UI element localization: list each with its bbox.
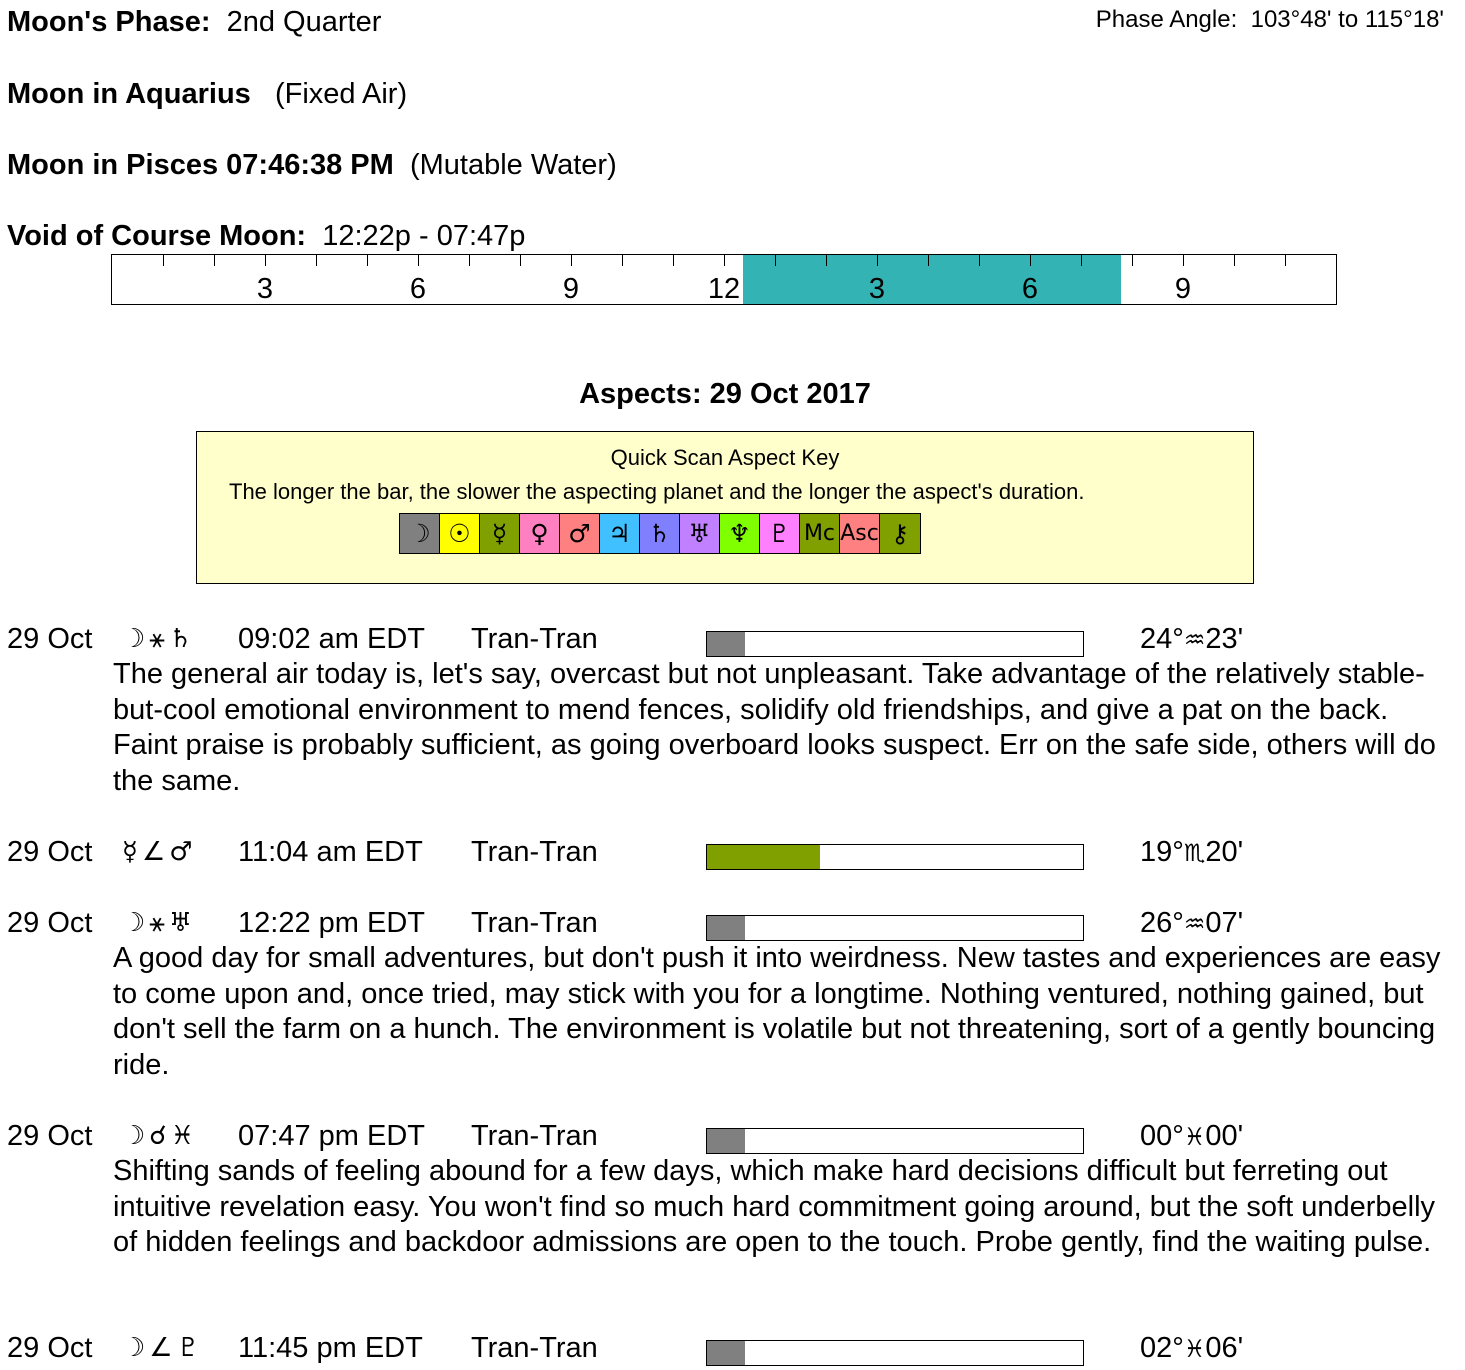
aspect-position [1140, 906, 1243, 942]
zodiac-sign-icon: ♒ [1183, 910, 1206, 938]
zodiac-sign-icon: ♏ [1183, 839, 1206, 867]
aspect-position [1140, 1331, 1243, 1367]
aspect-key-title: Quick Scan Aspect Key [610, 445, 840, 470]
timeline-tick [928, 255, 929, 266]
aspect-description: Shifting sands of feeling abound for a few days, which make hard decisions difficult but ferreting out intuitive revelation easy. You won't find so much hard commitment going around, but the soft underbelly of hidden feelings and backdoor admissions are open to the touch. Probe gently, find the waiting pulse. [113, 1155, 1436, 1258]
timeline-tick [724, 255, 725, 266]
jupiter-icon: ♃ [600, 514, 640, 553]
moon-phase [7, 5, 381, 39]
venus-icon: ♀ [520, 514, 560, 553]
aspect-duration-fill [707, 916, 745, 940]
aspect-date: 29 Oct [7, 623, 93, 655]
timeline-tick [1081, 255, 1082, 266]
aspect-duration-bar [706, 631, 1084, 657]
timeline-tick [1132, 255, 1133, 266]
aspect-date: 29 Oct [7, 1120, 93, 1152]
aspect-duration-fill [707, 845, 820, 869]
moon-sign [7, 77, 407, 111]
aspect-degree: 00° [1140, 1120, 1184, 1152]
moon-phase-label: Moon's Phase: [7, 6, 211, 38]
aspect-type: Tran-Tran [471, 907, 598, 939]
phase-angle-value: 103°48' to 115°18' [1250, 6, 1444, 33]
void-of-course-label: Void of Course Moon: [7, 220, 307, 252]
aspect-duration-fill [707, 1129, 745, 1153]
aspect-time: 12:22 pm EDT [238, 907, 425, 939]
mercury-icon: ☿ [480, 514, 520, 553]
midheaven-icon: Mc [800, 514, 840, 553]
aspect-key [196, 431, 1254, 584]
aspect-time: 11:04 am EDT [238, 836, 423, 868]
aspects-title: Aspects: 29 Oct 2017 [579, 378, 871, 410]
aspect-date: 29 Oct [7, 836, 93, 868]
aspect-duration-bar [706, 915, 1084, 941]
timeline-tick [622, 255, 623, 266]
pluto-icon: ♇ [760, 514, 800, 553]
moon-sign-label: Moon in Aquarius [7, 78, 251, 110]
aspect-degree: 02° [1140, 1332, 1184, 1364]
aspect-glyphs-icon: ☿∠♂ [122, 837, 197, 867]
zodiac-sign-icon: ♓ [1183, 1335, 1206, 1363]
aspect-glyphs-icon: ☽⚹♅ [122, 908, 197, 938]
moon-sign-quality: (Fixed Air) [274, 78, 408, 110]
timeline-hour-label: 6 [1021, 273, 1039, 305]
void-of-course-highlight [743, 255, 1121, 304]
timeline-tick [1234, 255, 1235, 266]
moon-icon: ☽ [400, 514, 440, 553]
phase-angle-label: Phase Angle: [1095, 6, 1238, 33]
timeline-hour-label: 9 [1174, 273, 1192, 305]
aspect-duration-fill [707, 1341, 745, 1365]
mars-icon: ♂ [560, 514, 600, 553]
saturn-icon: ♄ [640, 514, 680, 553]
timeline-hour-label: 12 [707, 273, 741, 305]
aspect-date: 29 Oct [7, 1332, 93, 1364]
aspect-key-subtitle: The longer the bar, the slower the aspecting planet and the longer the aspect's duration. [229, 479, 1085, 504]
aspect-type: Tran-Tran [471, 836, 598, 868]
timeline-tick [367, 255, 368, 266]
aspect-glyphs-icon: ☽∠♇ [122, 1333, 204, 1363]
void-of-course [7, 219, 525, 253]
aspect-duration-bar [706, 1128, 1084, 1154]
timeline-tick [775, 255, 776, 266]
uranus-icon: ♅ [680, 514, 720, 553]
neptune-icon: ♆ [720, 514, 760, 553]
timeline-tick [979, 255, 980, 266]
aspect-date: 29 Oct [7, 907, 93, 939]
aspect-key-swatches [399, 513, 921, 554]
timeline-hour-label: 3 [256, 273, 274, 305]
timeline-tick [1285, 255, 1286, 266]
timeline-tick [163, 255, 164, 266]
moon-ingress-quality: (Mutable Water) [409, 149, 617, 181]
sun-icon: ☉ [440, 514, 480, 553]
aspect-glyphs-icon: ☽☌♓ [122, 1121, 199, 1151]
aspect-time: 11:45 pm EDT [238, 1332, 423, 1364]
void-of-course-timeline [111, 254, 1337, 305]
aspect-degree: 19° [1140, 836, 1184, 868]
timeline-tick [877, 255, 878, 266]
aspect-duration-fill [707, 632, 745, 656]
timeline-tick [469, 255, 470, 266]
aspect-description: The general air today is, let's say, overcast but not unpleasant. Take advantage of the relatively stable-but-cool emotional environment to mend fences, solidify old friendships, and give a pat on the back. Faint praise is probably sufficient, as going overboard looks suspect. Err on the safe side, others will do the same. [113, 658, 1436, 797]
timeline-tick [1030, 255, 1031, 266]
timeline-tick [520, 255, 521, 266]
timeline-hour-label: 3 [868, 273, 886, 305]
ascendant-icon: Asc [840, 514, 880, 553]
moon-ingress [7, 148, 617, 182]
aspect-time: 09:02 am EDT [238, 623, 425, 655]
moon-phase-value: 2nd Quarter [226, 6, 382, 38]
zodiac-sign-icon: ♓ [1183, 1123, 1206, 1151]
timeline-hour-label: 9 [562, 273, 580, 305]
timeline-tick [571, 255, 572, 266]
timeline-hour-label: 6 [409, 273, 427, 305]
aspect-minutes: 06' [1205, 1332, 1244, 1364]
moon-ingress-label: Moon in Pisces 07:46:38 PM [7, 149, 394, 181]
chiron-icon: ⚷ [880, 514, 920, 553]
timeline-tick [673, 255, 674, 266]
timeline-tick [826, 255, 827, 266]
aspect-type: Tran-Tran [471, 1120, 598, 1152]
aspect-description: A good day for small adventures, but don't push it into weirdness. New tastes and experiences are easy to come upon and, once tried, may stick with you for a longtime. Nothing ventured, nothing gained, but don't sell the farm on a hunch. The environment is volatile but not threatening, sort of a gently bouncing ride. [113, 942, 1441, 1081]
aspect-position [1140, 835, 1243, 871]
timeline-tick [1183, 255, 1184, 266]
aspect-degree: 24° [1140, 623, 1184, 655]
aspect-minutes: 23' [1205, 623, 1244, 655]
timeline-tick [214, 255, 215, 266]
timeline-tick [418, 255, 419, 266]
aspect-minutes: 00' [1205, 1120, 1244, 1152]
aspect-degree: 26° [1140, 907, 1184, 939]
aspect-minutes: 07' [1205, 907, 1244, 939]
aspect-type: Tran-Tran [471, 1332, 598, 1364]
zodiac-sign-icon: ♒ [1183, 626, 1206, 654]
void-of-course-value: 12:22p - 07:47p [322, 220, 526, 252]
aspect-position [1140, 1119, 1243, 1155]
aspect-duration-bar [706, 844, 1084, 870]
aspect-position [1140, 622, 1243, 658]
timeline-tick [316, 255, 317, 266]
aspect-glyphs-icon: ☽⚹♄ [122, 624, 197, 654]
timeline-tick [265, 255, 266, 266]
aspect-type: Tran-Tran [471, 623, 598, 655]
aspect-time: 07:47 pm EDT [238, 1120, 425, 1152]
aspect-minutes: 20' [1205, 836, 1244, 868]
phase-angle [1096, 6, 1444, 34]
aspect-duration-bar [706, 1340, 1084, 1366]
